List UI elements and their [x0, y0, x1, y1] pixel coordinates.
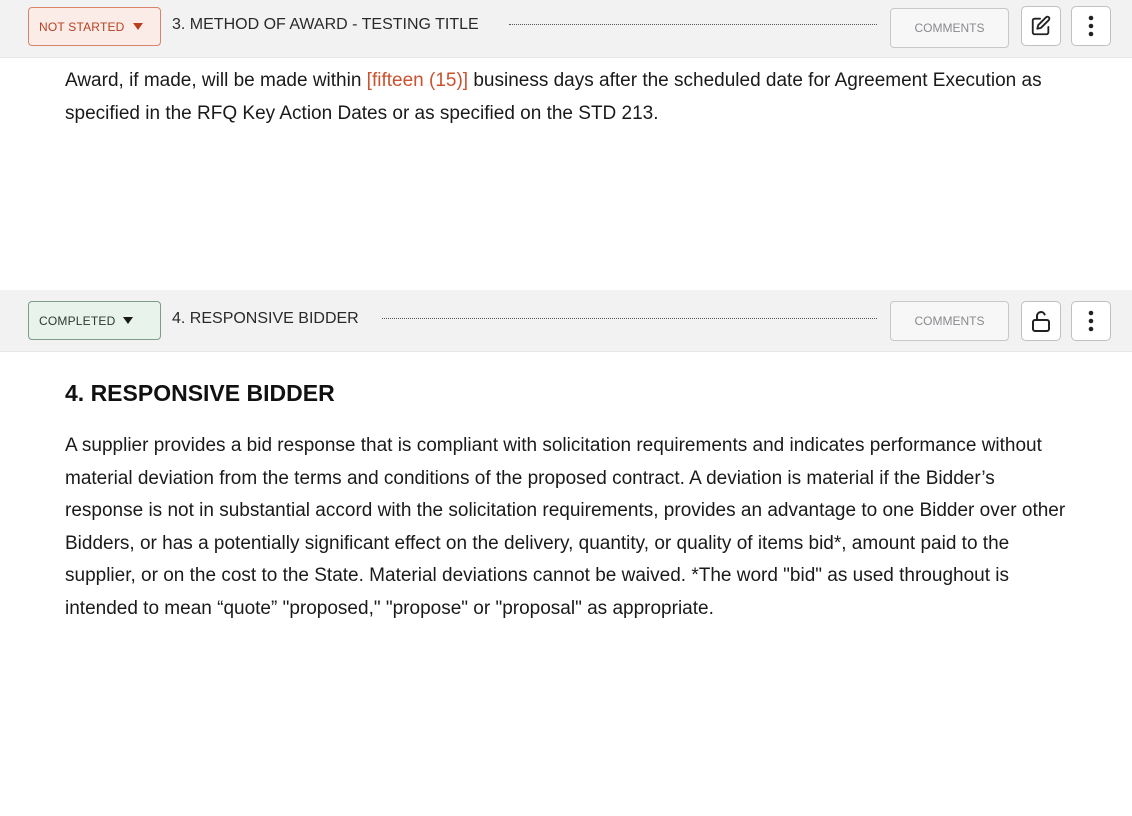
section-responsive-bidder: [0, 290, 1132, 816]
status-label: COMPLETED: [39, 313, 116, 328]
highlighted-variable[interactable]: [fifteen (15)]: [366, 70, 469, 91]
section-body: A supplier provides a bid response that is compliant with solicitation requirements and indicates performance without material deviation from the terms and conditions of the proposed contract. A deviation is material if the Bidder’s response is not in substantial accord with the solicitation requirements, provides an advantage to one Bidder over other Bidders, or has a potentially significant effect on the delivery, quantity, or quality of items bid*, amount paid to the supplier, or on the cost to the State. Material deviations cannot be waived. *The word "bid" as used throughout is intended to mean “quote” "proposed," "propose" or "proposal" as appropriate.: [65, 435, 1066, 619]
comments-button[interactable]: COMMENTS: [890, 301, 1009, 341]
edit-icon: [1030, 15, 1052, 37]
caret-down-icon: [123, 317, 133, 324]
section-heading: 4. RESPONSIVE BIDDER: [65, 380, 335, 406]
section-header: [0, 290, 1132, 352]
more-vertical-icon: [1088, 310, 1094, 332]
divider: [382, 318, 877, 319]
section-body: [65, 65, 1075, 130]
status-dropdown[interactable]: [28, 301, 161, 340]
section-title: 3. METHOD OF AWARD - TESTING TITLE: [172, 16, 479, 33]
section-header: [0, 0, 1132, 58]
body-text-after: business days after the scheduled date for Agreement Execution as specified in the RFQ Key Action Dates or as specified on the STD 213.: [65, 70, 1042, 124]
more-vertical-icon: [1088, 15, 1094, 37]
lock-button[interactable]: [1021, 301, 1061, 341]
unlock-icon: [1031, 310, 1051, 332]
comments-button[interactable]: COMMENTS: [890, 8, 1009, 48]
body-text-before: Award, if made, will be made within: [65, 70, 367, 91]
caret-down-icon: [133, 23, 143, 30]
section-method-of-award: [0, 0, 1132, 290]
more-options-button[interactable]: [1071, 301, 1111, 341]
section-title: 4. RESPONSIVE BIDDER: [172, 310, 359, 327]
more-options-button[interactable]: [1071, 6, 1111, 46]
status-dropdown[interactable]: [28, 7, 161, 46]
divider: [509, 24, 877, 25]
edit-button[interactable]: [1021, 6, 1061, 46]
status-label: NOT STARTED: [39, 19, 125, 34]
